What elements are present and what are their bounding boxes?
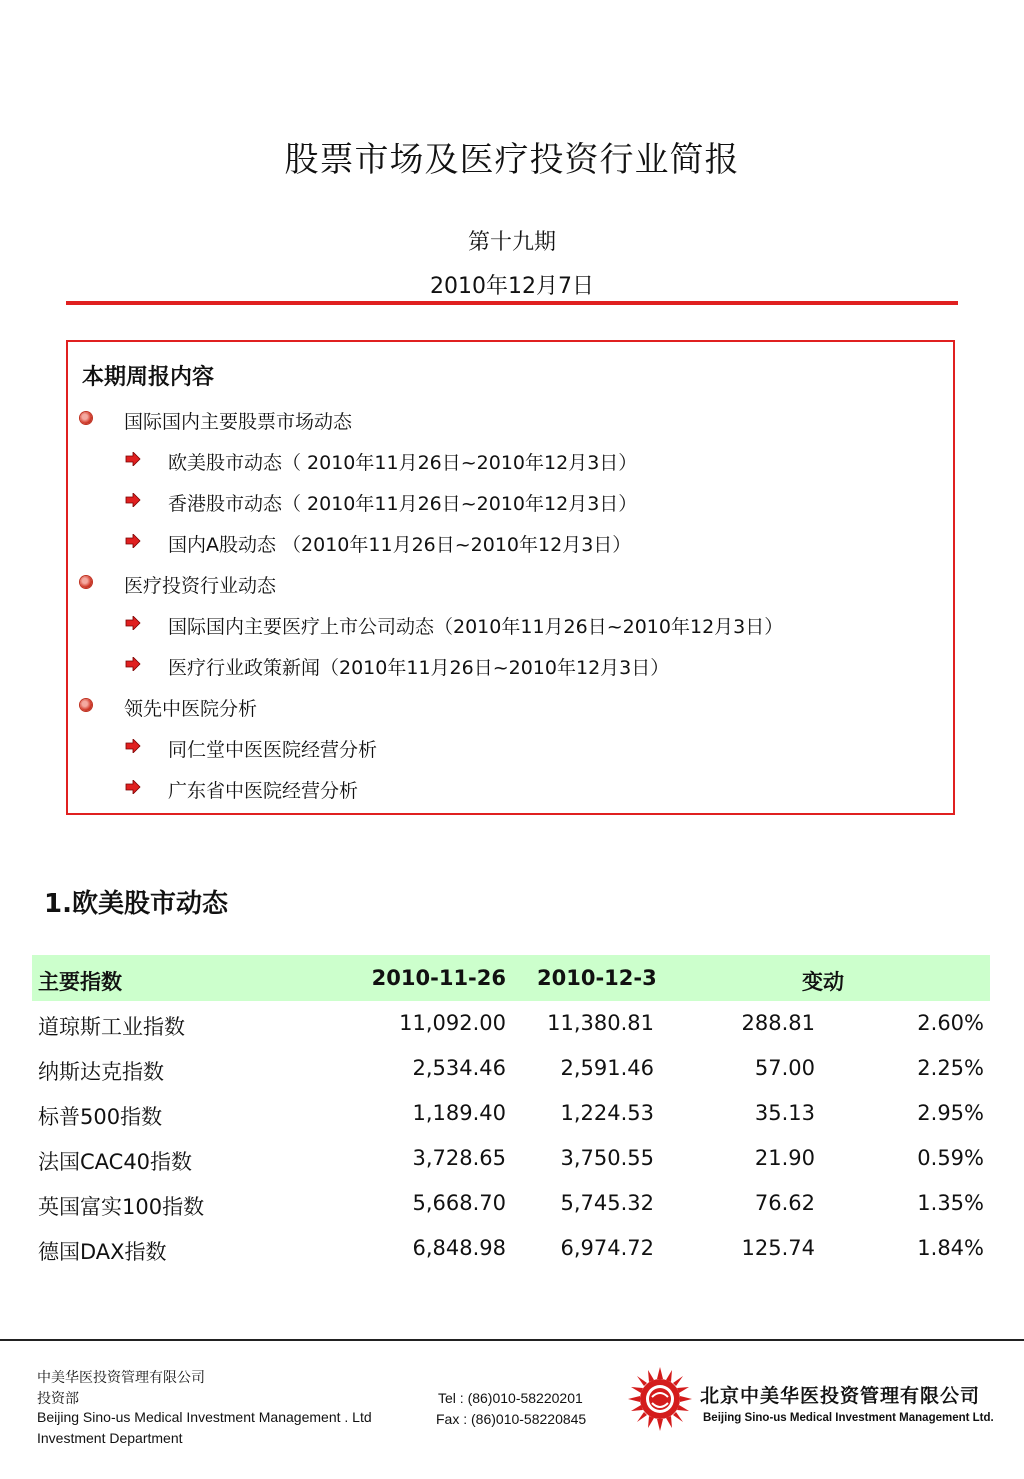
header-change: 变动 — [802, 970, 844, 994]
row-index: 英国富实100指数 — [38, 1195, 205, 1219]
row-end: 5,745.32 — [560, 1191, 654, 1215]
toc-item: 医疗投资行业动态 — [124, 571, 276, 598]
row-percent: 2.95% — [917, 1101, 984, 1125]
logo-text-cn: 北京中美华医投资管理有限公司 — [700, 1385, 981, 1407]
gear-bullet-icon — [80, 699, 92, 711]
gear-bullet-icon — [80, 576, 92, 588]
row-index: 标普500指数 — [38, 1105, 163, 1129]
footer-company-en: Beijing Sino-us Medical Investment Management . Ltd — [37, 1409, 372, 1425]
row-end: 11,380.81 — [547, 1011, 654, 1035]
row-start: 1,189.40 — [412, 1101, 506, 1125]
toc-subitem: 国际国内主要医疗上市公司动态（2010年11月26日~2010年12月3日） — [168, 612, 783, 639]
toc-subitem: 同仁堂中医医院经营分析 — [168, 735, 377, 762]
row-start: 6,848.98 — [412, 1236, 506, 1260]
arrow-bullet-icon — [125, 616, 141, 630]
row-percent: 0.59% — [917, 1146, 984, 1170]
company-logo-icon — [628, 1367, 692, 1431]
contents-box — [66, 340, 955, 815]
footer-divider — [0, 1339, 1024, 1341]
row-start: 11,092.00 — [399, 1011, 506, 1035]
row-end: 2,591.46 — [560, 1056, 654, 1080]
contents-heading: 本期周报内容 — [82, 365, 215, 390]
row-start: 5,668.70 — [412, 1191, 506, 1215]
row-end: 3,750.55 — [560, 1146, 654, 1170]
toc-subitem: 香港股市动态（ 2010年11月26日~2010年12月3日） — [168, 489, 637, 516]
row-percent: 1.35% — [917, 1191, 984, 1215]
row-change: 57.00 — [754, 1056, 815, 1080]
row-percent: 2.25% — [917, 1056, 984, 1080]
logo-text-en: Beijing Sino-us Medical Investment Management Ltd. — [703, 1412, 994, 1424]
header-index: 主要指数 — [38, 970, 122, 994]
footer-company-cn: 中美华医投资管理有限公司 — [37, 1369, 205, 1385]
arrow-bullet-icon — [125, 739, 141, 753]
footer-tel: Tel : (86)010-58220201 — [438, 1390, 583, 1406]
arrow-bullet-icon — [125, 452, 141, 466]
row-change: 76.62 — [754, 1191, 815, 1215]
row-end: 6,974.72 — [560, 1236, 654, 1260]
section-title: 1.欧美股市动态 — [44, 889, 228, 919]
row-start: 3,728.65 — [412, 1146, 506, 1170]
table-header — [32, 955, 990, 1001]
report-date: 2010年12月7日 — [430, 274, 594, 299]
header-date-end: 2010-12-3 — [537, 966, 657, 990]
arrow-bullet-icon — [125, 493, 141, 507]
arrow-bullet-icon — [125, 657, 141, 671]
header-divider — [66, 301, 958, 305]
toc-subitem: 广东省中医院经营分析 — [168, 776, 358, 803]
row-index: 法国CAC40指数 — [38, 1150, 193, 1174]
row-start: 2,534.46 — [412, 1056, 506, 1080]
row-end: 1,224.53 — [560, 1101, 654, 1125]
row-change: 35.13 — [754, 1101, 815, 1125]
row-percent: 2.60% — [917, 1011, 984, 1035]
footer-dept-cn: 投资部 — [37, 1390, 79, 1406]
arrow-bullet-icon — [125, 534, 141, 548]
toc-subitem: 欧美股市动态（ 2010年11月26日~2010年12月3日） — [168, 448, 637, 475]
row-percent: 1.84% — [917, 1236, 984, 1260]
report-title: 股票市场及医疗投资行业简报 — [284, 140, 740, 180]
toc-subitem: 国内A股动态 （2010年11月26日~2010年12月3日） — [168, 530, 631, 557]
footer-fax: Fax : (86)010-58220845 — [436, 1411, 587, 1427]
arrow-bullet-icon — [125, 780, 141, 794]
row-index: 纳斯达克指数 — [38, 1060, 164, 1084]
row-change: 21.90 — [754, 1146, 815, 1170]
row-change: 288.81 — [741, 1011, 815, 1035]
header-date-start: 2010-11-26 — [371, 966, 506, 990]
row-change: 125.74 — [741, 1236, 815, 1260]
gear-bullet-icon — [80, 412, 92, 424]
footer-dept-en: Investment Department — [37, 1430, 183, 1446]
toc-item: 领先中医院分析 — [124, 694, 257, 721]
issue-number: 第十九期 — [467, 230, 556, 255]
toc-subitem: 医疗行业政策新闻（2010年11月26日~2010年12月3日） — [168, 653, 669, 680]
row-index: 德国DAX指数 — [38, 1240, 167, 1264]
row-index: 道琼斯工业指数 — [38, 1015, 185, 1039]
toc-item: 国际国内主要股票市场动态 — [124, 407, 352, 434]
